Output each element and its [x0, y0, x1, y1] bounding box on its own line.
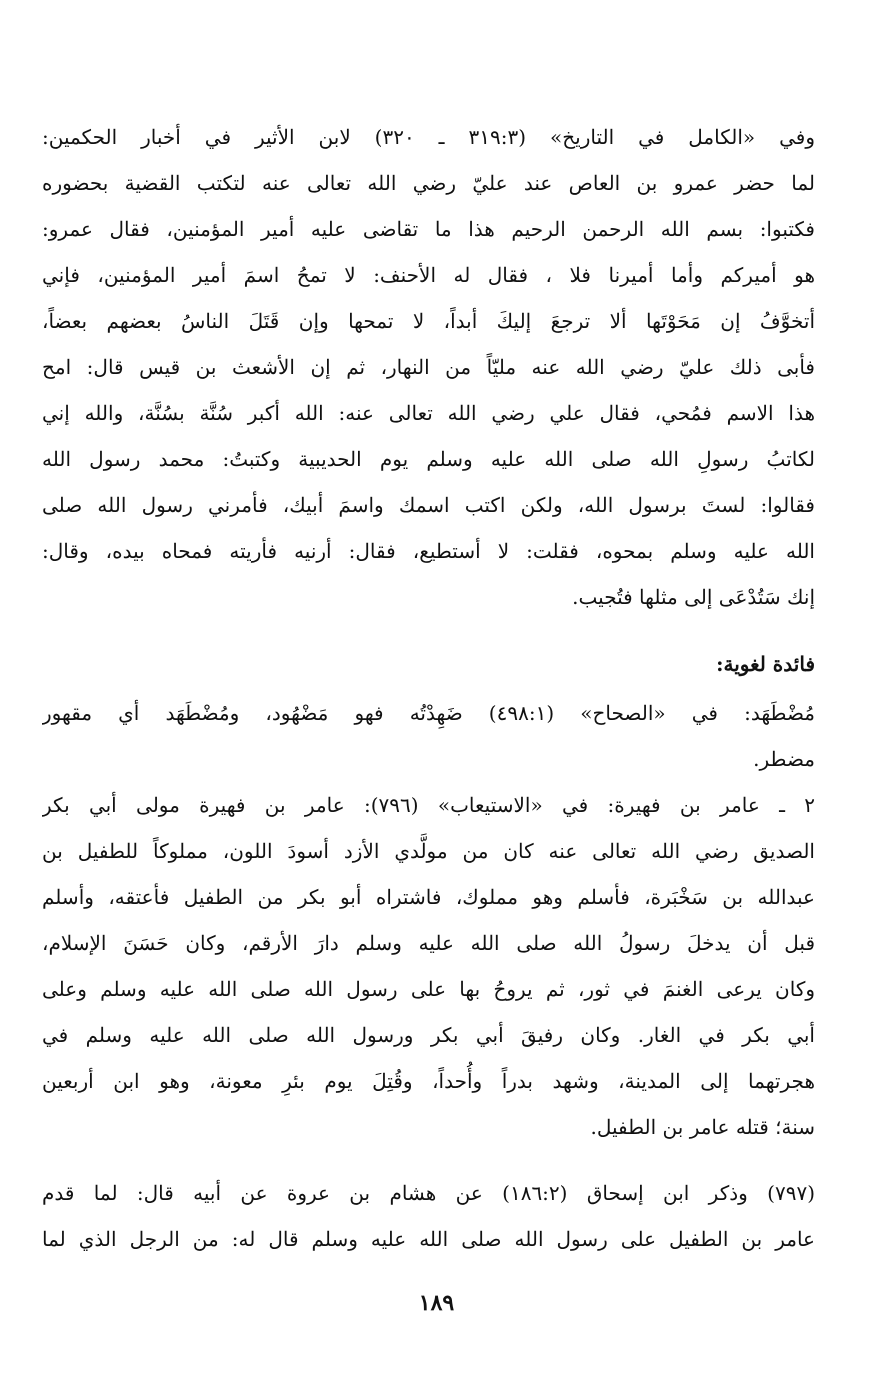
section-heading	[42, 641, 815, 687]
text-line: عبدالله بن سَخْبَرة، فأسلم وهو مملوك، فاشتراه أبو بكر من الطفيل فأعتقه، وأسلم	[42, 885, 815, 909]
text-line: أتخوَّفُ إن مَحَوْتَها ألا ترجعَ إليكَ أبداً، لا تمحها وإن قَتَلَ الناسُ بعضهم بعضاً،	[42, 309, 815, 333]
text-line: (٧٩٧) وذكر ابن إسحاق (١٨٦:٢) عن هشام بن عروة عن أبيه قال: لما قدم	[42, 1181, 815, 1205]
text-line: أبي بكر في الغار. وكان رفيقَ أبي بكر ورسول الله صلى الله عليه وسلم في	[42, 1023, 815, 1047]
heading-linguistic-note: فائدة لغوية:	[716, 652, 815, 676]
page-number: ١٨٩	[418, 1290, 455, 1316]
text-line: لما حضر عمرو بن العاص عند عليّ رضي الله تعالى عنه لتكتب القضية بحضوره	[42, 171, 815, 195]
text-line: وكان يرعى الغنمَ في ثور، ثم يروحُ بها على رسول الله صلى الله عليه وسلم وعلى	[42, 977, 815, 1001]
text-line: فقالوا: لستَ برسول الله، ولكن اكتب اسمك واسمَ أبيك، فأمرني رسول الله صلى	[42, 493, 815, 517]
text-line: الله عليه وسلم بمحوه، فقلت: لا أستطيع، فقال: أرنيه فأريته فمحاه بيده، وقال:	[42, 539, 815, 563]
text-line: قبل أن يدخلَ رسولُ الله صلى الله عليه وسلم دارَ الأرقم، وكان حَسَنَ الإسلام،	[42, 931, 815, 955]
text-line: مضطر.	[753, 747, 815, 771]
text-line: وفي «الكامل في التاريخ» (٣١٩:٣ ـ ٣٢٠) لابن الأثير في أخبار الحكمين:	[42, 125, 815, 149]
paragraph-amir-ibn-fuhayra	[42, 782, 815, 1150]
text-line: عامر بن الطفيل على رسول الله صلى الله عليه وسلم قال له: من الرجل الذي لما	[42, 1227, 815, 1251]
text-line: ٢ ـ عامر بن فهيرة: في «الاستيعاب» (٧٩٦): عامر بن فهيرة مولى أبي بكر	[42, 793, 815, 817]
paragraph-ibn-ishaq	[42, 1170, 815, 1262]
text-line: الصديق رضي الله تعالى عنه كان من مولَّدي الأزد أسودَ اللون، مملوكاً للطفيل بن	[42, 839, 815, 863]
text-line: هذا الاسم فمُحي، فقال علي رضي الله تعالى عنه: الله أكبر سُنَّة بسُنَّة، والله إني	[42, 401, 815, 425]
text-line: هو أميركم وأما أميرنا فلا ، فقال له الأحنف: لا تمحُ اسمَ أمير المؤمنين، فإني	[42, 263, 815, 287]
text-line: سنة؛ قتله عامر بن الطفيل.	[590, 1115, 815, 1139]
paragraph-mudtahad	[42, 690, 815, 782]
text-line: فأبى ذلك عليّ رضي الله عنه مليّاً من النهار، ثم إن الأشعث بن قيس قال: امح	[42, 355, 815, 379]
paragraph-hakamayn	[42, 114, 815, 620]
text-line: إنك سَتُدْعَى إلى مثلها فتُجيب.	[572, 585, 815, 609]
text-line: فكتبوا: بسم الله الرحمن الرحيم هذا ما تقاضى عليه أمير المؤمنين، فقال عمرو:	[42, 217, 815, 241]
text-line: مُضْطَهَد: في «الصحاح» (٤٩٨:١) ضَهِدْتُه فهو مَضْهُود، ومُضْطَهَد أي مقهور	[42, 701, 815, 725]
text-line: هجرتهما إلى المدينة، وشهد بدراً وأُحداً، وقُتِلَ يوم بئرِ معونة، وهو ابن أربعين	[42, 1069, 815, 1093]
text-line: لكاتبُ رسولِ الله صلى الله عليه وسلم يوم الحديبية وكتبتُ: محمد رسول الله	[42, 447, 815, 471]
